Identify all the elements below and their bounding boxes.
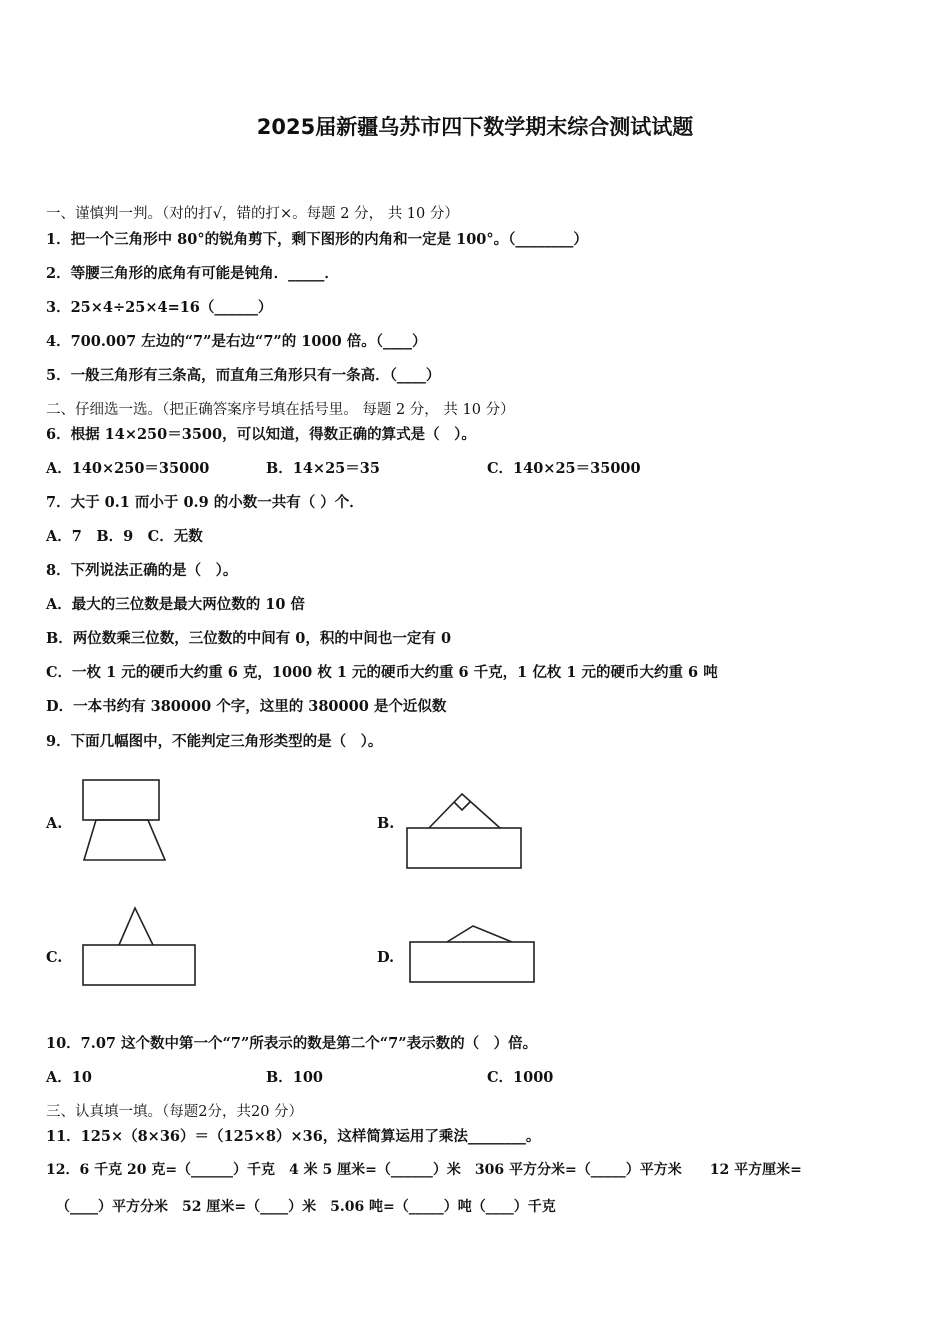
- question-5: 5．一般三角形有三条高，而直角三角形只有一条高．（____）: [46, 367, 441, 384]
- figure-b-right-triangle-on-rectangle: [400, 785, 530, 875]
- q6-option-b: B．14×25＝35: [266, 460, 380, 477]
- q8-option-d: D．一本书约有 380000 个字，这里的 380000 是个近似数: [46, 698, 447, 715]
- question-12-line-1: 12．6 千克 20 克=（______）千克 4 米 5 厘米=（______）米 306 平方分米=（_____）平方米 12 平方厘米=: [46, 1162, 802, 1178]
- section-2-heading: 二、仔细选一选。（把正确答案序号填在括号里。 每题 2 分， 共 10 分）: [46, 402, 515, 418]
- figure-d-obtuse-triangle-on-rectangle: [400, 915, 545, 995]
- section-3-heading: 三、认真填一填。（每题2分，共20 分）: [46, 1104, 304, 1120]
- q9-label-d: D.: [377, 949, 395, 966]
- figure-a-rectangle-over-trapezoid: [70, 770, 180, 870]
- q10-option-a: A．10: [46, 1069, 92, 1086]
- q9-label-c: C.: [46, 949, 63, 966]
- q6-option-a: A．140×250＝35000: [46, 460, 210, 477]
- q6-option-c: C．140×25＝35000: [487, 460, 641, 477]
- q9-label-a: A.: [46, 815, 63, 832]
- question-4: 4．700.007 左边的“7”是右边“7”的 1000 倍。（____）: [46, 333, 427, 350]
- question-2: 2．等腰三角形的底角有可能是钝角．_____．: [46, 265, 339, 282]
- question-11: 11．125×（8×36）＝（125×8）×36，这样简算运用了乘法________。: [46, 1128, 541, 1145]
- question-6: 6．根据 14×250＝3500，可以知道，得数正确的算式是（ ）。: [46, 426, 476, 443]
- q9-label-b: B.: [377, 815, 395, 832]
- q10-option-b: B．100: [266, 1069, 324, 1086]
- figure-c-acute-triangle-on-rectangle: [70, 900, 210, 995]
- page-title: 2025届新疆乌苏市四下数学期末综合测试试题: [256, 115, 694, 139]
- question-1: 1．把一个三角形中 80°的锐角剪下，剩下图形的内角和一定是 100°。（________）: [46, 231, 588, 248]
- q10-option-c: C．1000: [487, 1069, 554, 1086]
- q8-option-c: C．一枚 1 元的硬币大约重 6 克，1000 枚 1 元的硬币大约重 6 千克，1 亿枚 1 元的硬币大约重 6 吨: [46, 664, 718, 681]
- q8-option-b: B．两位数乘三位数，三位数的中间有 0，积的中间也一定有 0: [46, 630, 452, 647]
- question-12-line-2: （____）平方分米 52 厘米=（____）米 5.06 吨=（_____）吨（____）千克: [56, 1199, 556, 1215]
- section-1-heading: 一、谨慎判一判。（对的打√，错的打×。每题 2 分， 共 10 分）: [46, 206, 459, 222]
- question-9: 9．下面几幅图中，不能判定三角形类型的是（ ）。: [46, 733, 383, 750]
- question-3: 3．25×4÷25×4=16（______）: [46, 299, 273, 316]
- question-7: 7．大于 0.1 而小于 0.9 的小数一共有（ ）个．: [46, 494, 364, 511]
- q7-options: A．7 B．9 C．无数: [46, 528, 203, 545]
- question-8: 8．下列说法正确的是（ ）。: [46, 562, 238, 579]
- q8-option-a: A．最大的三位数是最大两位数的 10 倍: [46, 596, 306, 613]
- question-10: 10．7.07 这个数中第一个“7”所表示的数是第二个“7”表示数的（ ）倍。: [46, 1035, 538, 1052]
